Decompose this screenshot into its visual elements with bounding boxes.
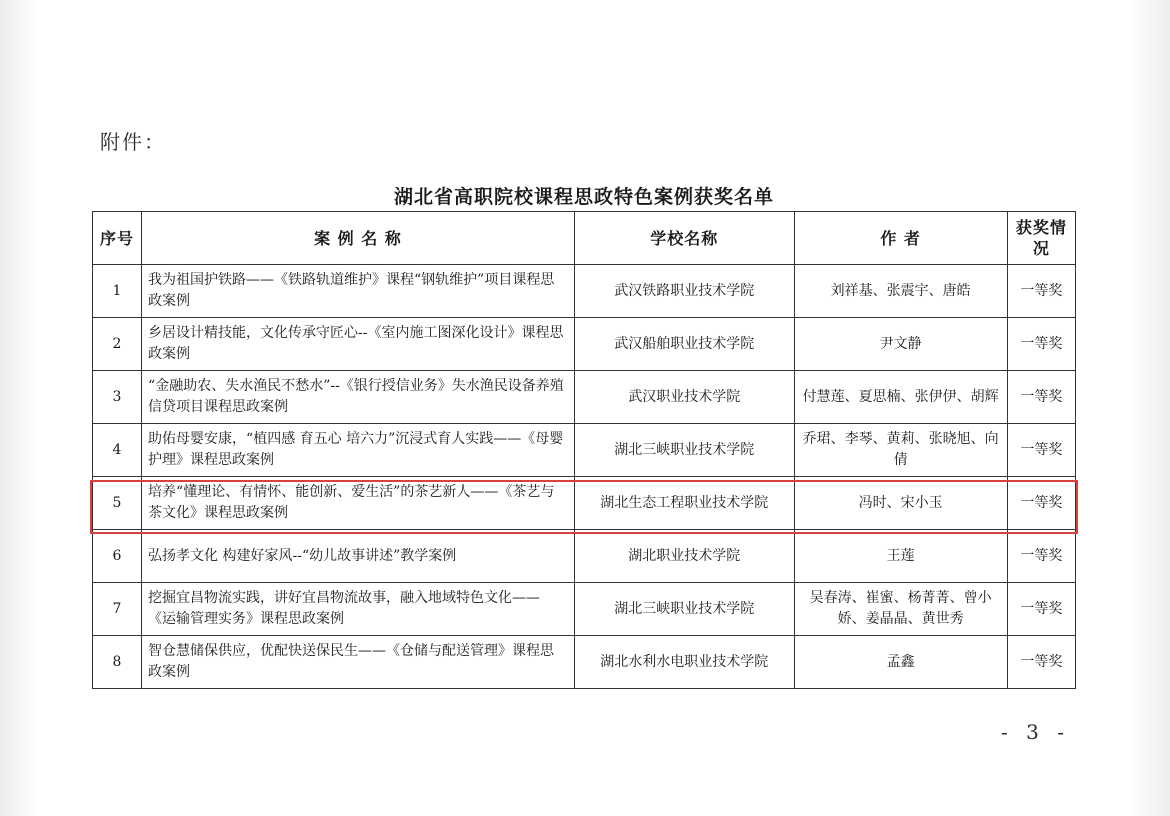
table-row-highlighted — [93, 477, 1076, 530]
table-row — [93, 265, 1076, 318]
cell-num: 8 — [93, 636, 142, 689]
cell-school: 湖北生态工程职业技术学院 — [574, 477, 794, 530]
header-num: 序号 — [93, 212, 142, 265]
table-row — [93, 371, 1076, 424]
document-title: 湖北省高职院校课程思政特色案例获奖名单 — [393, 186, 774, 208]
cell-author: 王莲 — [794, 530, 1007, 583]
cell-case: 乡居设计精技能，文化传承守匠心--《室内施工图深化设计》课程思政案例 — [142, 318, 575, 371]
cell-award: 一等奖 — [1007, 371, 1075, 424]
cell-case: “金融助农、失水渔民不愁水”--《银行授信业务》失水渔民设备养殖信贷项目课程思政案例 — [142, 371, 575, 424]
cell-school: 湖北三峡职业技术学院 — [574, 583, 794, 636]
cell-case: 智仓慧储保供应，优配快送保民生——《仓储与配送管理》课程思政案例 — [142, 636, 575, 689]
cell-award: 一等奖 — [1007, 477, 1075, 530]
attachment-label: 附件： — [100, 130, 166, 154]
cell-award: 一等奖 — [1007, 265, 1075, 318]
cell-author: 乔珺、李琴、黄莉、张晓旭、向倩 — [794, 424, 1007, 477]
cell-award: 一等奖 — [1007, 583, 1075, 636]
table-row — [93, 318, 1076, 371]
cell-case: 弘扬孝文化 构建好家风--“幼儿故事讲述”教学案例 — [142, 530, 575, 583]
header-award: 获奖情况 — [1007, 212, 1075, 265]
page-number: - 3 - — [1001, 720, 1070, 744]
cell-award: 一等奖 — [1007, 636, 1075, 689]
table-row — [93, 530, 1076, 583]
table-row — [93, 424, 1076, 477]
cell-case: 培养“懂理论、有情怀、能创新、爱生活”的茶艺新人——《茶艺与茶文化》课程思政案例 — [142, 477, 575, 530]
cell-school: 武汉铁路职业技术学院 — [574, 265, 794, 318]
table-header-row — [93, 212, 1076, 265]
cell-num: 1 — [93, 265, 142, 318]
cell-school: 湖北水利水电职业技术学院 — [574, 636, 794, 689]
cell-school: 湖北三峡职业技术学院 — [574, 424, 794, 477]
cell-school: 武汉职业技术学院 — [574, 371, 794, 424]
cell-school: 武汉船舶职业技术学院 — [574, 318, 794, 371]
cell-num: 6 — [93, 530, 142, 583]
cell-num: 2 — [93, 318, 142, 371]
cell-award: 一等奖 — [1007, 318, 1075, 371]
cell-award: 一等奖 — [1007, 424, 1075, 477]
table-row — [93, 583, 1076, 636]
cell-author: 付慧莲、夏思楠、张伊伊、胡辉 — [794, 371, 1007, 424]
cell-school: 湖北职业技术学院 — [574, 530, 794, 583]
award-table — [92, 211, 1076, 689]
cell-case: 挖掘宜昌物流实践，讲好宜昌物流故事，融入地域特色文化——《运输管理实务》课程思政案例 — [142, 583, 575, 636]
header-author: 作 者 — [794, 212, 1007, 265]
cell-num: 4 — [93, 424, 142, 477]
cell-case: 助佑母婴安康，“植四感 育五心 培六力”沉浸式育人实践——《母婴护理》课程思政案例 — [142, 424, 575, 477]
cell-author: 刘祥基、张震宇、唐皓 — [794, 265, 1007, 318]
cell-author: 尹文静 — [794, 318, 1007, 371]
cell-case: 我为祖国护铁路——《铁路轨道维护》课程“钢轨维护”项目课程思政案例 — [142, 265, 575, 318]
cell-num: 3 — [93, 371, 142, 424]
cell-award: 一等奖 — [1007, 530, 1075, 583]
cell-author: 冯时、宋小玉 — [794, 477, 1007, 530]
cell-author: 吴春涛、崔蜜、杨菁菁、曾小娇、姜晶晶、黄世秀 — [794, 583, 1007, 636]
cell-num: 7 — [93, 583, 142, 636]
header-school: 学校名称 — [574, 212, 794, 265]
header-case: 案 例 名 称 — [142, 212, 575, 265]
cell-num: 5 — [93, 477, 142, 530]
cell-author: 孟鑫 — [794, 636, 1007, 689]
table-row — [93, 636, 1076, 689]
